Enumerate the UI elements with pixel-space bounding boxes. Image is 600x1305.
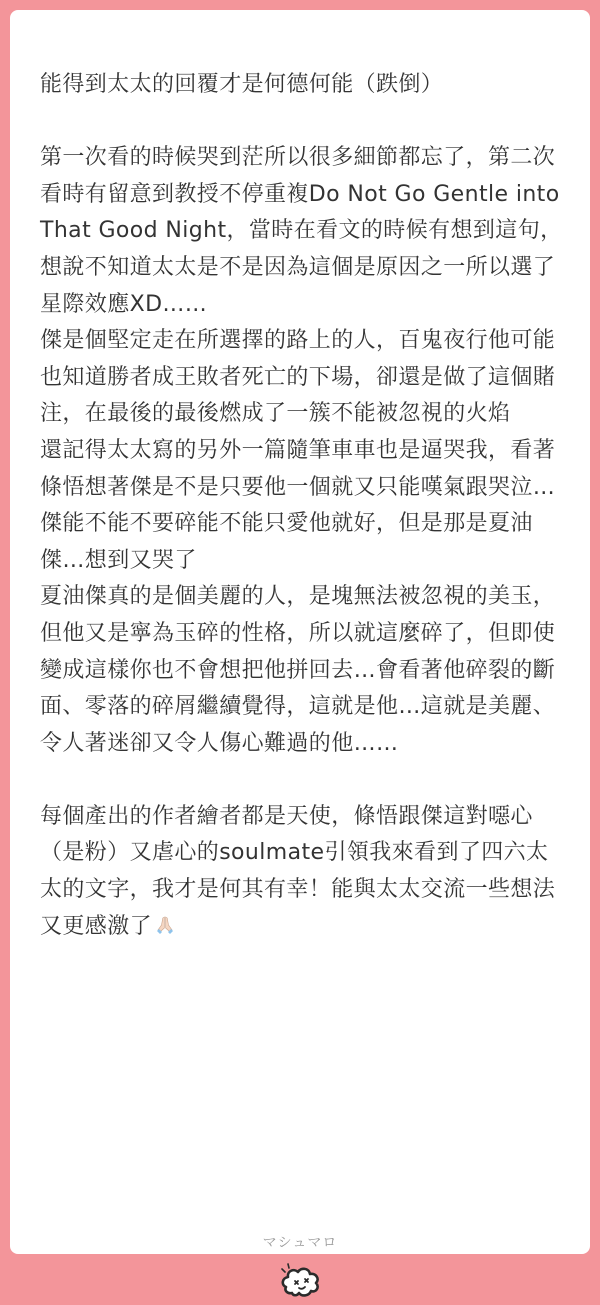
message-body [40,67,570,945]
site-brand-label: マシュマロ [262,1235,338,1251]
marshmallow-logo-icon[interactable] [278,1260,324,1300]
message-text: 能得到太太的回覆才是何德何能（跌倒） 第一次看的時候哭到茫所以很多細節都忘了，第二次看時有留意到教授不停重複Do Not Go Gentle into That Good Night，當時在看文的時候有想到這句，想說不知道太太是不是因為這個是原因之一所以選了星際效應XD…… 傑是個堅定走在所選擇的路上的人，百鬼夜行他可能也知道勝者成王敗者死亡的下場，卻還是做了這個賭注，在最後的最後燃成了一簇不能被忽視的火焰 還記得太太寫的另外一篇隨筆車車也是逼哭我，看著條悟想著傑是不是只要他一個就又只能嘆氣跟哭泣…傑能不能不要碎能不能只愛他就好，但是那是夏油傑…想到又哭了 夏油傑真的是個美麗的人，是塊無法被忽視的美玉，但他又是寧為玉碎的性格，所以就這麼碎了，但即使變成這樣你也不會想把他拼回去…會看著他碎裂的斷面、零落的碎屑繼續覺得，這就是他…這就是美麗、令人著迷卻又令人傷心難過的他…… 每個產出的作者繪者都是天使，條悟跟傑這對噁心（是粉）又虐心的soulmate引領我來看到了四六太太的文字，我才是何其有幸！能與太太交流一些想法又更感激了 [40,72,563,939]
message-card [10,10,590,1254]
folded-hands-emoji-icon [154,914,176,936]
